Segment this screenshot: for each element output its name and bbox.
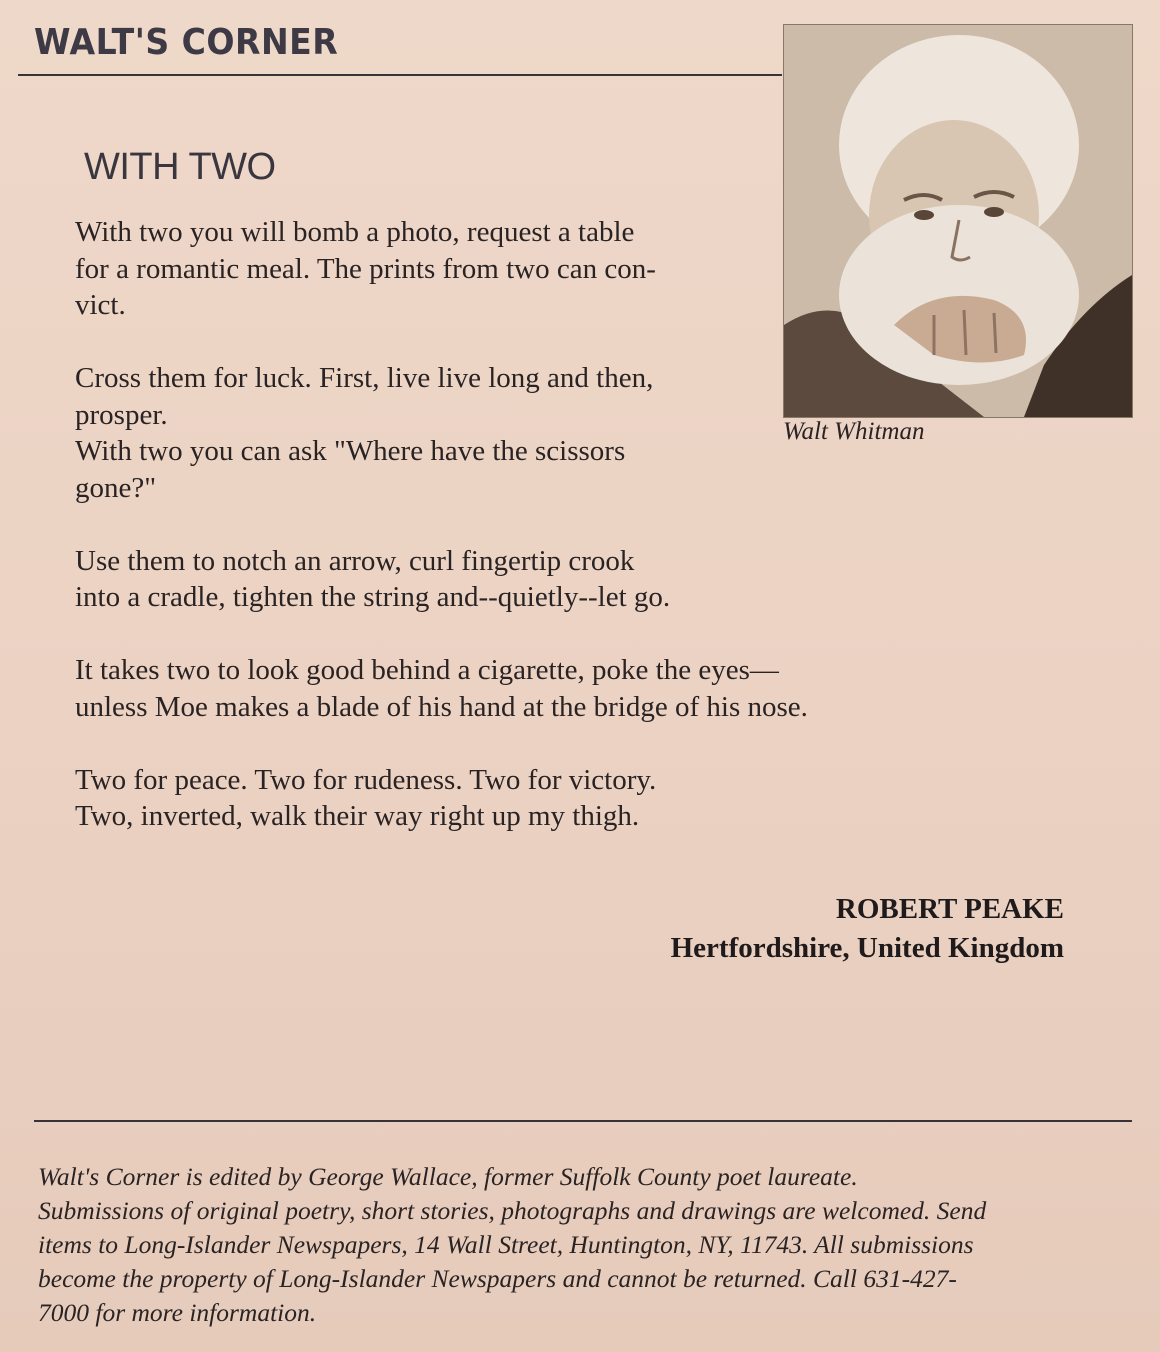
byline xyxy=(671,890,1064,968)
photo-caption: Walt Whitman xyxy=(783,418,925,445)
section-title: WALT'S CORNER xyxy=(34,22,339,63)
note-line: items to Long-Islander Newspapers, 14 Wall Street, Huntington, NY, 11743. All submissions xyxy=(38,1230,974,1259)
poem-line: unless Moe makes a blade of his hand at the bridge of his nose. xyxy=(75,690,808,723)
author-name: ROBERT PEAKE xyxy=(835,893,1064,925)
stanza xyxy=(75,214,955,324)
poem-line: into a cradle, tighten the string and--quietly--let go. xyxy=(75,581,671,613)
poem-title: WITH TWO xyxy=(84,146,276,188)
editorial-note xyxy=(38,1160,1133,1330)
header-divider xyxy=(18,74,782,76)
note-line: Walt's Corner is edited by George Wallace, former Suffolk County poet laureate. xyxy=(38,1162,858,1191)
poem-line: vict. xyxy=(75,289,126,321)
poem-body xyxy=(75,214,955,871)
poem-line: With two you will bomb a photo, request a table xyxy=(75,216,635,248)
note-line: Submissions of original poetry, short stories, photographs and drawings are welcomed. Send xyxy=(38,1196,987,1225)
note-line: become the property of Long-Islander Newspapers and cannot be returned. Call 631-427- xyxy=(38,1264,957,1293)
stanza xyxy=(75,652,955,725)
poem-line: Cross them for luck. First, live live long and then, xyxy=(75,362,654,394)
poem-line: Two for peace. Two for rudeness. Two for victory. xyxy=(75,763,657,796)
poem-line: prosper. xyxy=(75,398,168,431)
stanza xyxy=(75,762,955,835)
poem-line: It takes two to look good behind a cigarette, poke the eyes— xyxy=(75,654,779,686)
note-line: 7000 for more information. xyxy=(38,1298,317,1327)
poem-line: Two, inverted, walk their way right up my thigh. xyxy=(75,800,640,832)
footer-divider xyxy=(34,1120,1132,1122)
poem-line: With two you can ask "Where have the scissors xyxy=(75,435,626,467)
stanza xyxy=(75,360,955,506)
poem-line: gone?" xyxy=(75,471,157,504)
poem-line: Use them to notch an arrow, curl fingertip crook xyxy=(75,544,635,577)
author-location: Hertfordshire, United Kingdom xyxy=(670,932,1064,964)
stanza xyxy=(75,543,955,616)
poem-line: for a romantic meal. The prints from two can con- xyxy=(75,252,656,285)
